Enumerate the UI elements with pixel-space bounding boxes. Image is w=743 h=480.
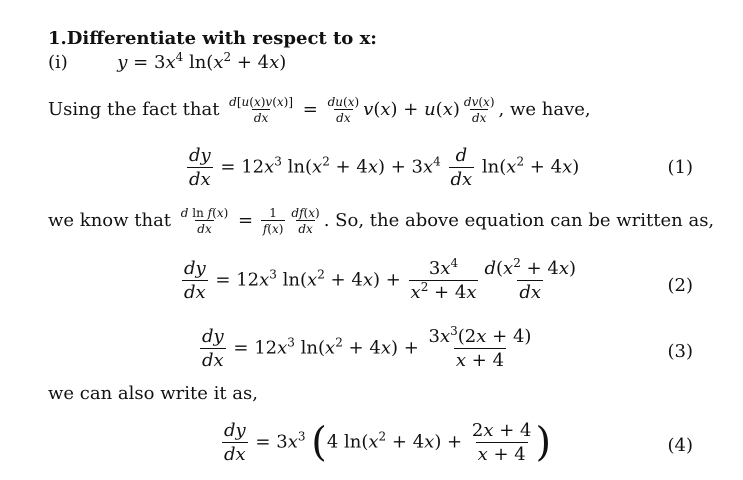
equation-2: $\frac{dy}{dx}$ = $12x^3$ $\ln(x^2 + 4x)$ + $\frac{3x^4}{x^2 + 4x}$ $\frac{d(x^2 + 4x)}{dx}$ xyxy=(184,256,576,303)
heading: 1.Differentiate with respect to x: xyxy=(48,28,377,49)
equation-number-3: (3) xyxy=(667,341,693,362)
equation-number-2: (2) xyxy=(667,275,693,296)
late-line: we can also write it as, xyxy=(48,383,258,404)
du-dx-fraction: $\frac{du(x)}{dx}$ xyxy=(327,95,360,125)
intro-line: Using the fact that $\frac{d[u(x)v(x)]}{dx}$ = $\frac{du(x)}{dx}$ v(x) + u(x) $\frac{dv(x)}{dx}$ , we have, xyxy=(48,95,591,125)
equation-3: $\frac{dy}{dx}$ = $12x^3$ $\ln(x^2 + 4x)$ + $\frac{3x^3(2x + 4)}{x + 4}$ xyxy=(202,324,532,371)
equation-4: $\frac{dy}{dx}$ = $3x^3$ (4 $\ln(x^2 + 4x)$ + $\frac{2x + 4}{x + 4}$ ) xyxy=(224,419,552,466)
mid-line: we know that $\frac{\text{d ln f(x)}}{dx}$ = $\frac{1}{f(x)}$ $\frac{df(x)}{dx}$ . So, the above equation can be written as, xyxy=(48,206,715,236)
log-derivative-lhs: $\frac{\text{d ln f(x)}}{dx}$ xyxy=(180,206,229,236)
dv-dx-fraction: $\frac{dv(x)}{dx}$ xyxy=(463,95,495,125)
equation-number-4: (4) xyxy=(667,435,693,456)
equation-1: $\frac{dy}{dx}$ = $12x^3$ $\ln(x^2 + 4x) + 3x^4$ $\frac{d}{dx}$ $\ln(x^2 + 4x)$ xyxy=(189,145,580,190)
intro-prefix: Using the fact that xyxy=(48,99,220,120)
df-dx-fraction: $\frac{df(x)}{dx}$ xyxy=(291,206,320,236)
given-equation: $y = 3x^4$ $\ln(x^2 + 4x)$ xyxy=(117,50,287,73)
reciprocal-fraction: $\frac{1}{f(x)}$ xyxy=(262,206,284,236)
part-row xyxy=(48,52,286,73)
equation-number-1: (1) xyxy=(667,157,693,178)
mid-prefix: we know that xyxy=(48,210,172,231)
mid-suffix: . So, the above equation can be written as, xyxy=(323,210,715,231)
part-label: (i) xyxy=(48,52,68,73)
product-rule-lhs: $\frac{d[u(x)v(x)]}{dx}$ xyxy=(229,95,294,125)
intro-suffix: , we have, xyxy=(498,99,591,120)
